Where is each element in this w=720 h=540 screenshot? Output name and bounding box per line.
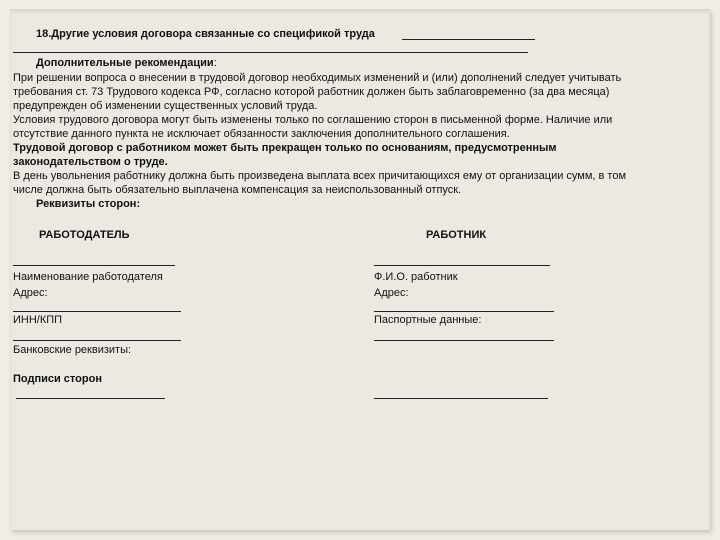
employer-address-label: Адрес:	[13, 287, 48, 299]
employee-address-label: Адрес:	[374, 287, 409, 299]
paragraph-line: требования ст. 73 Трудового кодекса РФ, согласно которой работник должен быть заблаговременно (за два месяца)	[13, 86, 610, 98]
recommendations-title: Дополнительные рекомендации	[36, 57, 214, 69]
paragraph-line: отсутствие данного пункта не исключает обязанности заключения дополнительного соглашения.	[13, 128, 510, 140]
section-heading	[36, 28, 375, 41]
paragraph-line: предупрежден об изменении существенных условий труда.	[13, 100, 318, 112]
signatures-title: Подписи сторон	[13, 373, 102, 385]
employer-inn-label: ИНН/КПП	[13, 314, 63, 326]
recommendations-title-row	[36, 57, 217, 70]
section-18-title: 18.Другие условия договора связанные со спецификой труда	[36, 28, 375, 40]
blank-line	[13, 52, 528, 53]
blank-line	[402, 39, 535, 40]
paragraph-line: В день увольнения работнику должна быть произведена выплата всех причитающихся ему от организации сумм, в том	[13, 170, 627, 182]
employer-sign-line	[16, 398, 165, 399]
employee-name-label: Ф.И.О. работник	[374, 271, 458, 283]
paragraph-line-bold: законодательством о труде.	[13, 156, 168, 168]
paragraph-line-bold: Трудовой договор с работником может быть прекращен только по основаниям, предусмотренным	[13, 142, 557, 154]
employer-name-label: Наименование работодателя	[13, 271, 163, 283]
paragraph-line: числе должна быть обязательно выплачена компенсация за неиспользованный отпуск.	[13, 184, 462, 196]
employee-heading: РАБОТНИК	[426, 229, 487, 241]
employer-address-line	[13, 311, 181, 312]
paragraph-line: Условия трудового договора могут быть изменены только по соглашению сторон в письменной форме. Наличие или	[13, 114, 613, 126]
employee-passport-line	[374, 340, 554, 341]
employer-bank-label: Банковские реквизиты:	[13, 344, 132, 356]
employee-address-line	[374, 311, 554, 312]
employee-passport-label: Паспортные данные:	[374, 314, 482, 326]
employer-inn-line	[13, 340, 181, 341]
employer-heading: РАБОТОДАТЕЛЬ	[39, 229, 130, 241]
employee-sign-line	[374, 398, 548, 399]
recommendations-title-colon: :	[213, 57, 217, 69]
requisites-title: Реквизиты сторон:	[36, 198, 141, 210]
employer-signature-line	[13, 265, 175, 266]
paragraph-line: При решении вопроса о внесении в трудовой договор необходимых изменений и (или) дополнений следует учитывать	[13, 72, 622, 84]
employee-signature-line	[374, 265, 550, 266]
